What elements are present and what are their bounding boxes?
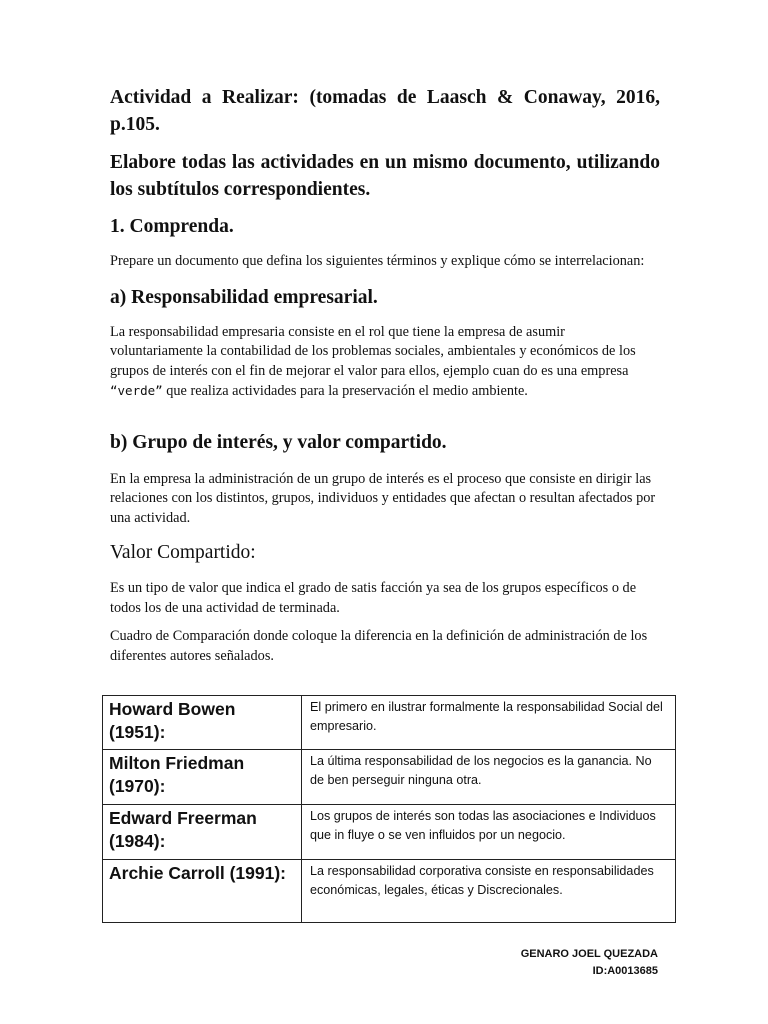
section-a-title: a) Responsabilidad empresarial. [110,286,378,308]
instructions-heading: Elabore todas las actividades en un mismo documento, utilizando los subtítulos correspondientes. [110,152,660,200]
definition-cell: La última responsabilidad de los negocios es la ganancia. No de ben perseguir ninguna otra. [302,750,676,805]
author-cell: Archie Carroll (1991): [103,860,302,923]
section-a-text-before: La responsabilidad empresaria consiste en el rol que tiene la empresa de asumir voluntariamente la contabilidad de los problemas sociales, ambientales y económicos de los grupos de interés con el fin de mejorar el valor para ellos, ejemplo cuan do es una empresa [110,323,636,379]
section-a-text-after: que realiza actividades para la preservación el medio ambiente. [162,383,528,399]
section-b-title: b) Grupo de interés, y valor compartido. [110,431,447,453]
table-row [103,696,676,750]
valor-compartido-text: Es un tipo de valor que indica el grado de satis facción ya sea de los grupos específicos o de todos los de una actividad de terminada. [110,580,637,616]
section-b-text: En la empresa la administración de un grupo de interés es el proceso que consiste en dirigir las relaciones con los distintos, grupos, individuos y entidades que afectan o resultan afectados por una actividad. [110,470,656,526]
table-row [103,750,676,805]
table-row [103,805,676,860]
section-a-text [110,323,660,402]
comparison-table [102,695,676,923]
author-id: ID:A0013685 [592,965,658,977]
document-body [110,84,660,666]
author-cell: Howard Bowen (1951): [103,696,302,750]
cuadro-comparacion-text: Cuadro de Comparación donde coloque la diferencia en la definición de administración de los diferentes autores señalados. [110,628,648,664]
section-1-text: Prepare un documento que defina los siguientes términos y explique cómo se interrelacionan: [110,253,645,269]
definition-cell: Los grupos de interés son todas las asociaciones e Individuos que in fluye o se ven influidos por un negocio. [302,805,676,860]
definition-cell: La responsabilidad corporativa consiste en responsabilidades económicas, legales, éticas y Discrecionales. [302,860,676,923]
section-1-title: 1. Comprenda. [110,216,234,237]
author-cell: Milton Friedman (1970): [103,750,302,805]
table-row [103,860,676,923]
activity-heading: Actividad a Realizar: (tomadas de Laasch & Conaway, 2016, p.105. [110,87,660,135]
definition-cell: El primero en ilustrar formalmente la responsabilidad Social del empresario. [302,696,676,750]
author-cell: Edward Freerman (1984): [103,805,302,860]
valor-compartido-title: Valor Compartido: [110,542,256,563]
section-a-quote: “verde” [110,383,163,398]
author-name: GENARO JOEL QUEZADA [520,948,658,960]
author-footer [521,946,658,980]
